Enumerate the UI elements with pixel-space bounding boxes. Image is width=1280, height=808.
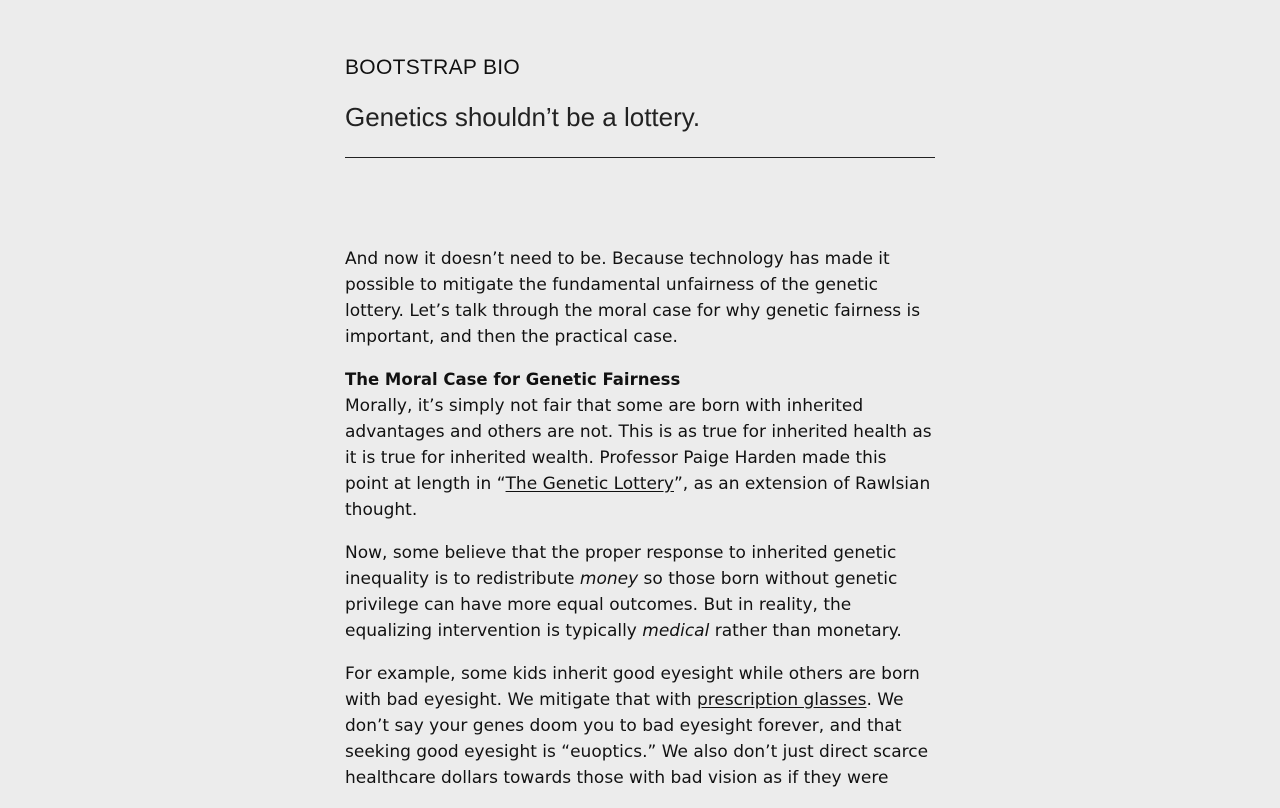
- p2-text-a: Now, some believe that the proper response to inherited genetic inequality is to redistribute: [345, 543, 897, 589]
- eyesight-paragraph: [345, 661, 935, 791]
- header-divider: [345, 157, 935, 158]
- money-emphasis: money: [579, 569, 639, 589]
- prescription-glasses-link[interactable]: prescription glasses: [696, 690, 867, 710]
- genetic-lottery-link[interactable]: The Genetic Lottery: [505, 474, 674, 494]
- article-body: [345, 246, 935, 808]
- p3-text-a: For example, some kids inherit good eyesight while others are born with bad eyesight. We mitigate that with: [345, 664, 920, 710]
- site-title[interactable]: BOOTSTRAP BIO: [345, 56, 521, 79]
- site-tagline: Genetics shouldn’t be a lottery.: [345, 102, 701, 132]
- section-heading: The Moral Case for Genetic Fairness: [345, 370, 681, 389]
- moral-text-part-1: Morally, it’s simply not fair that some are born with inherited advantages and others are not. This is as true for inherited health as it is true for inherited wealth. Professor Paige Harden made this point at length in “: [345, 396, 932, 494]
- redistribution-paragraph: [345, 540, 935, 644]
- medical-emphasis: medical: [642, 621, 710, 641]
- intro-paragraph: And now it doesn’t need to be. Because technology has made it possible to mitigate the fundamental unfairness of the genetic lottery. Let’s talk through the moral case for why genetic fairness is important, and then the practical case.: [345, 249, 921, 347]
- p2-text-b: so those born without genetic privilege can have more equal outcomes. But in reality, the equalizing intervention is typically: [345, 569, 898, 641]
- moral-text-part-2: ”, as an extension of Rawlsian thought.: [345, 474, 931, 520]
- p3-text-b: . We don’t say your genes doom you to bad eyesight forever, and that seeking good eyesight is “euoptics.” We also don’t just direct scarce healthcare dollars towards those with bad vision as if they were: [345, 690, 929, 788]
- p2-text-c: rather than monetary.: [709, 621, 902, 641]
- moral-case-paragraph: [345, 367, 935, 523]
